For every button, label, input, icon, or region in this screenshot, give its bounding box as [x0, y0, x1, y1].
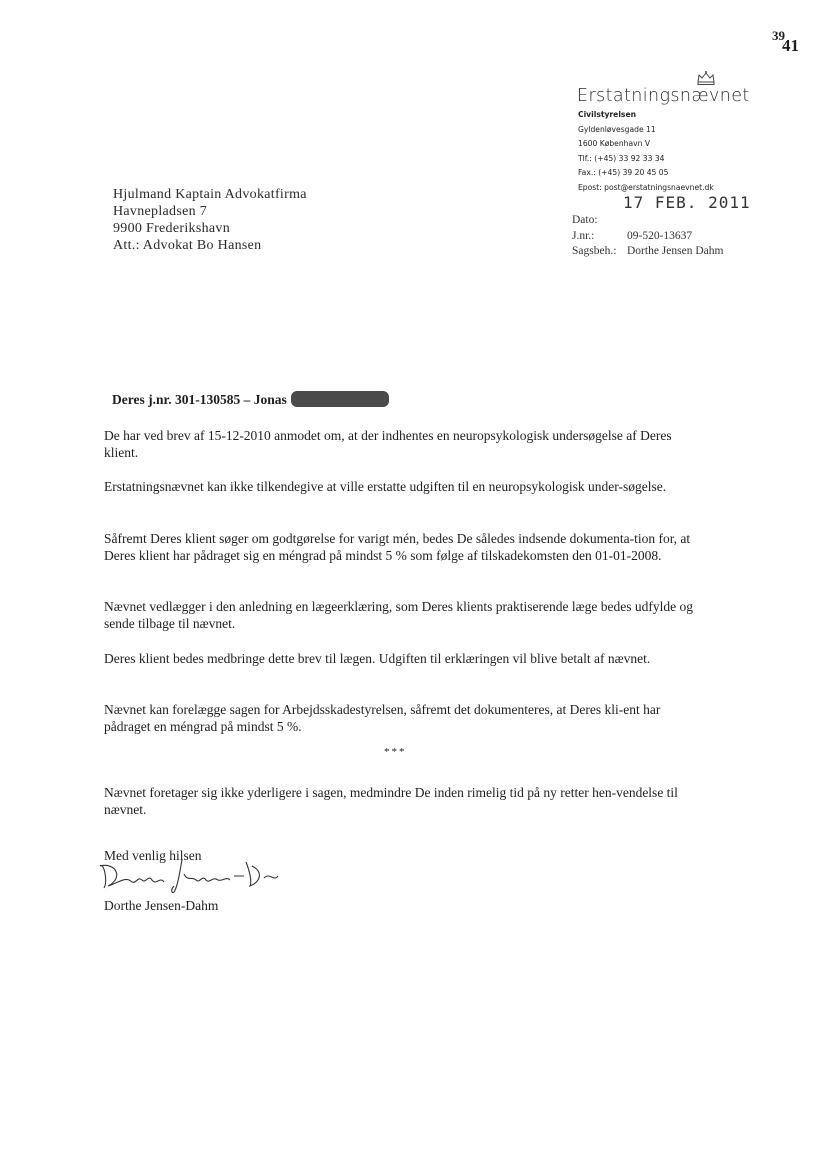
handwritten-signature: [94, 852, 284, 898]
paragraph-request: De har ved brev af 15-12-2010 anmodet om, at der indhentes en neuropsykologisk undersøgelse af Deres klient.: [104, 428, 672, 460]
recipient-city: 9900 Frederikshavn: [113, 221, 230, 236]
paragraph-documentation: Såfremt Deres klient søger om godtgørelse for varigt mén, bedes De således indsende dokumenta-tion for, at Deres klient har pådraget sig en méngrad på mindst 5 % som følge af tilskadekomsten den 01-01-2008.: [104, 531, 691, 563]
sub-organization: Civilstyrelsen: [578, 110, 637, 119]
caseworker-label: Sagsbeh.:: [572, 245, 617, 257]
fax-number: Fax.: (+45) 39 20 45 05: [578, 168, 669, 177]
authority-name: Erstatningsnævnet: [577, 86, 750, 106]
journal-label: J.nr.:: [572, 230, 595, 242]
signer-name: Dorthe Jensen-Dahm: [104, 898, 219, 913]
letter-subject: [112, 391, 389, 408]
journal-number: 09-520-13637: [627, 230, 693, 242]
crown-icon: [696, 70, 716, 86]
recipient-street: Havnepladsen 7: [113, 204, 208, 219]
phone-number: Tlf.: (+45) 33 92 33 34: [578, 153, 665, 163]
caseworker-row: [572, 245, 723, 257]
paragraph-bring-letter: Deres klient bedes medbringe dette brev til lægen. Udgiften til erklæringen vil blive betalt af nævnet.: [104, 651, 651, 666]
street-address: Gyldenløvesgade 11: [578, 124, 656, 134]
date-row: [572, 214, 627, 226]
paragraph-decision: Erstatningsnævnet kan ikke tilkendegive at ville erstatte udgiften til en neuropsykologisk under-søgelse.: [104, 479, 667, 494]
city-address: 1600 København V: [578, 139, 651, 148]
authority-address: [578, 108, 714, 195]
received-date-stamp: 17 FEB. 2011: [623, 193, 751, 212]
section-separator: ***: [384, 746, 407, 758]
page-stamp-number: 41: [782, 36, 799, 55]
paragraph-medical-form: Nævnet vedlægger i den anledning en lægeerklæring, som Deres klients praktiserende læge bedes udfylde og sende tilbage til nævnet.: [104, 599, 693, 631]
closing-greeting: Med venlig hilsen: [104, 848, 202, 863]
redaction-block: [291, 391, 389, 407]
date-label: Dato:: [572, 214, 598, 226]
paragraph-referral: Nævnet kan forelægge sagen for Arbejdsskadestyrelsen, såfremt det dokumenteres, at Deres kli-ent har pådraget en méngrad på mindst 5 %.: [104, 702, 661, 734]
recipient-firm: Hjulmand Kaptain Advokatfirma: [113, 187, 307, 202]
paragraph-closing-note: Nævnet foretager sig ikke yderligere i sagen, medmindre De inden rimelig tid på ny retter hen-vendelse til nævnet.: [104, 785, 678, 817]
recipient-address: [113, 186, 307, 254]
journal-row: [572, 230, 692, 242]
recipient-attention: Att.: Advokat Bo Hansen: [113, 238, 262, 253]
email-address: Epost: post@erstatningsnaevnet.dk: [578, 182, 714, 192]
page-stamp-small: 39: [772, 28, 785, 43]
subject-text: Deres j.nr. 301-130585 – Jonas: [112, 392, 287, 407]
caseworker-name: Dorthe Jensen Dahm: [627, 245, 724, 257]
